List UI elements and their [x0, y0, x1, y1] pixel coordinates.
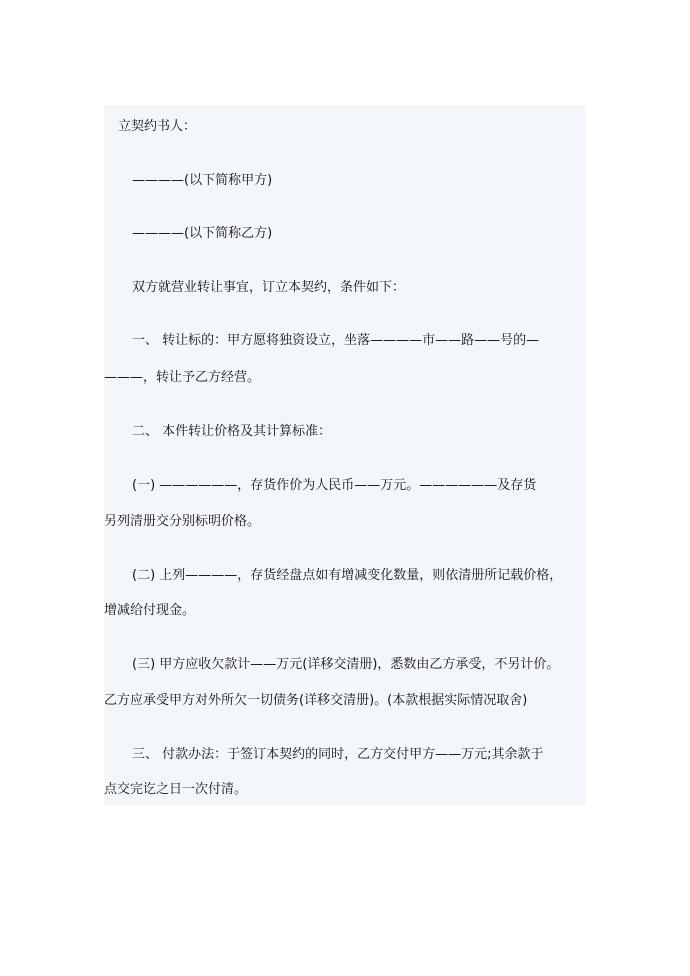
clause-3-line-1: 三、 付款办法：于签订本契约的同时，乙方交付甲方——万元;其余款于 — [132, 747, 544, 762]
signatory-heading: 立契约书人： — [118, 119, 197, 134]
agreement-intro: 双方就营业转让事宜，订立本契约，条件如下： — [132, 280, 406, 295]
clause-3-line-2: 点交完讫之日一次付清。 — [104, 782, 248, 797]
clause-2-item-2-line-1: (二) 上列————，存货经盘点如有增减变化数量，则依清册所记载价格， — [132, 568, 563, 583]
party-a-line: ————(以下简称甲方) — [132, 173, 273, 188]
party-b-line: ————(以下简称乙方) — [132, 226, 273, 241]
clause-2-item-3-line-1: (三) 甲方应收欠款计——万元(详移交清册)，悉数由乙方承受，不另计价。 — [132, 657, 560, 672]
clause-1-line-1: 一、 转让标的：甲方愿将独资设立，坐落————市——路——号的— — [132, 333, 540, 348]
clause-1-line-2: ———，转让予乙方经营。 — [104, 370, 261, 385]
clause-2-item-3-line-2: 乙方应承受甲方对外所欠一切债务(详移交清册)。(本款根据实际情况取舍) — [104, 693, 528, 708]
clause-2-item-1-line-1: (一) ——————，存货作价为人民币——万元。——————及存货 — [132, 478, 537, 493]
clause-2-heading: 二、 本件转让价格及其计算标准： — [132, 424, 332, 439]
clause-2-item-2-line-2: 增减给付现金。 — [104, 603, 196, 618]
clause-2-item-1-line-2: 另列清册交分别标明价格。 — [104, 514, 261, 529]
